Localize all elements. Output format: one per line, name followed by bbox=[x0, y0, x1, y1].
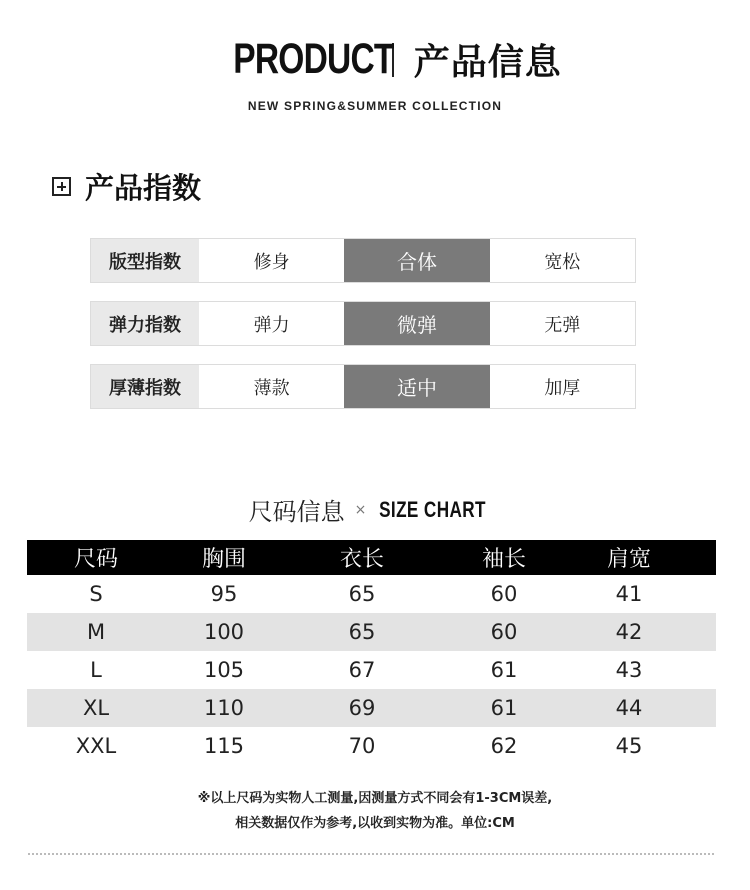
index-option: 薄款 bbox=[253, 377, 290, 399]
measurement-note: ※以上尺码为实物人工测量,因测量方式不同会有1-3CM误差, bbox=[197, 791, 553, 806]
index-option-selected: 适中 bbox=[344, 365, 489, 408]
size-chart-title-en: SIZE CHART bbox=[379, 496, 487, 522]
index-row-thickness bbox=[90, 364, 636, 409]
table-cell: 70 bbox=[348, 734, 376, 758]
table-cell: 62 bbox=[490, 734, 518, 758]
measurement-note: 相关数据仅作为参考,以收到实物为准。单位:CM bbox=[235, 816, 515, 831]
size-chart-header bbox=[0, 492, 750, 527]
table-cell: 115 bbox=[203, 734, 245, 758]
table-row bbox=[27, 613, 716, 651]
column-header: 胸围 bbox=[201, 547, 246, 572]
collection-subtitle: NEW SPRING&SUMMER COLLECTION bbox=[247, 99, 503, 113]
title-row bbox=[0, 34, 750, 85]
table-row bbox=[27, 651, 716, 689]
column-header: 衣长 bbox=[339, 547, 384, 572]
index-option: 宽松 bbox=[544, 251, 581, 273]
column-header: 肩宽 bbox=[606, 547, 651, 572]
table-cell: 42 bbox=[615, 620, 643, 644]
table-cell: 43 bbox=[615, 658, 643, 682]
index-row-fit bbox=[90, 238, 636, 283]
table-cell: 110 bbox=[203, 696, 245, 720]
title-en: PRODUCT bbox=[233, 35, 394, 83]
title-cn: 产品信息 bbox=[413, 42, 562, 83]
table-cell: 60 bbox=[490, 582, 518, 606]
size-chart-separator: × bbox=[354, 501, 367, 518]
table-cell: M bbox=[86, 620, 106, 644]
page-header bbox=[0, 34, 750, 113]
table-cell: 95 bbox=[210, 582, 238, 606]
dotted-divider bbox=[28, 853, 714, 855]
table-row bbox=[27, 575, 716, 613]
table-cell: 105 bbox=[203, 658, 245, 682]
index-option-selected: 微弹 bbox=[344, 302, 489, 345]
table-cell: 61 bbox=[490, 696, 518, 720]
index-option: 加厚 bbox=[544, 377, 581, 399]
table-cell: 61 bbox=[490, 658, 518, 682]
table-cell: 41 bbox=[615, 582, 643, 606]
index-option: 修身 bbox=[253, 251, 290, 273]
column-header: 袖长 bbox=[481, 547, 526, 572]
size-table bbox=[27, 540, 716, 765]
table-cell: S bbox=[89, 582, 103, 606]
column-header: 尺码 bbox=[73, 547, 118, 572]
index-option: 无弹 bbox=[544, 314, 581, 336]
index-label: 弹力指数 bbox=[91, 302, 199, 345]
table-cell: L bbox=[90, 658, 102, 682]
table-row bbox=[27, 727, 716, 765]
table-cell: 65 bbox=[348, 620, 376, 644]
table-cell: XXL bbox=[75, 734, 117, 758]
table-cell: 69 bbox=[348, 696, 376, 720]
product-index-table bbox=[90, 238, 636, 427]
size-table-header bbox=[27, 540, 716, 575]
index-option: 弹力 bbox=[253, 314, 290, 336]
table-cell: 65 bbox=[348, 582, 376, 606]
table-row bbox=[27, 689, 716, 727]
index-section-title: 产品指数 bbox=[85, 171, 202, 205]
table-cell: XL bbox=[82, 696, 110, 720]
table-cell: 67 bbox=[348, 658, 376, 682]
size-chart-title-cn: 尺码信息 bbox=[248, 498, 345, 526]
table-cell: 100 bbox=[203, 620, 245, 644]
table-cell: 60 bbox=[490, 620, 518, 644]
index-label: 厚薄指数 bbox=[91, 365, 199, 408]
table-cell: 45 bbox=[615, 734, 643, 758]
table-cell: 44 bbox=[615, 696, 643, 720]
index-section-header bbox=[52, 166, 201, 207]
index-option-selected: 合体 bbox=[344, 239, 489, 282]
index-label: 版型指数 bbox=[91, 239, 199, 282]
plus-box-icon bbox=[52, 177, 71, 196]
index-row-elasticity bbox=[90, 301, 636, 346]
